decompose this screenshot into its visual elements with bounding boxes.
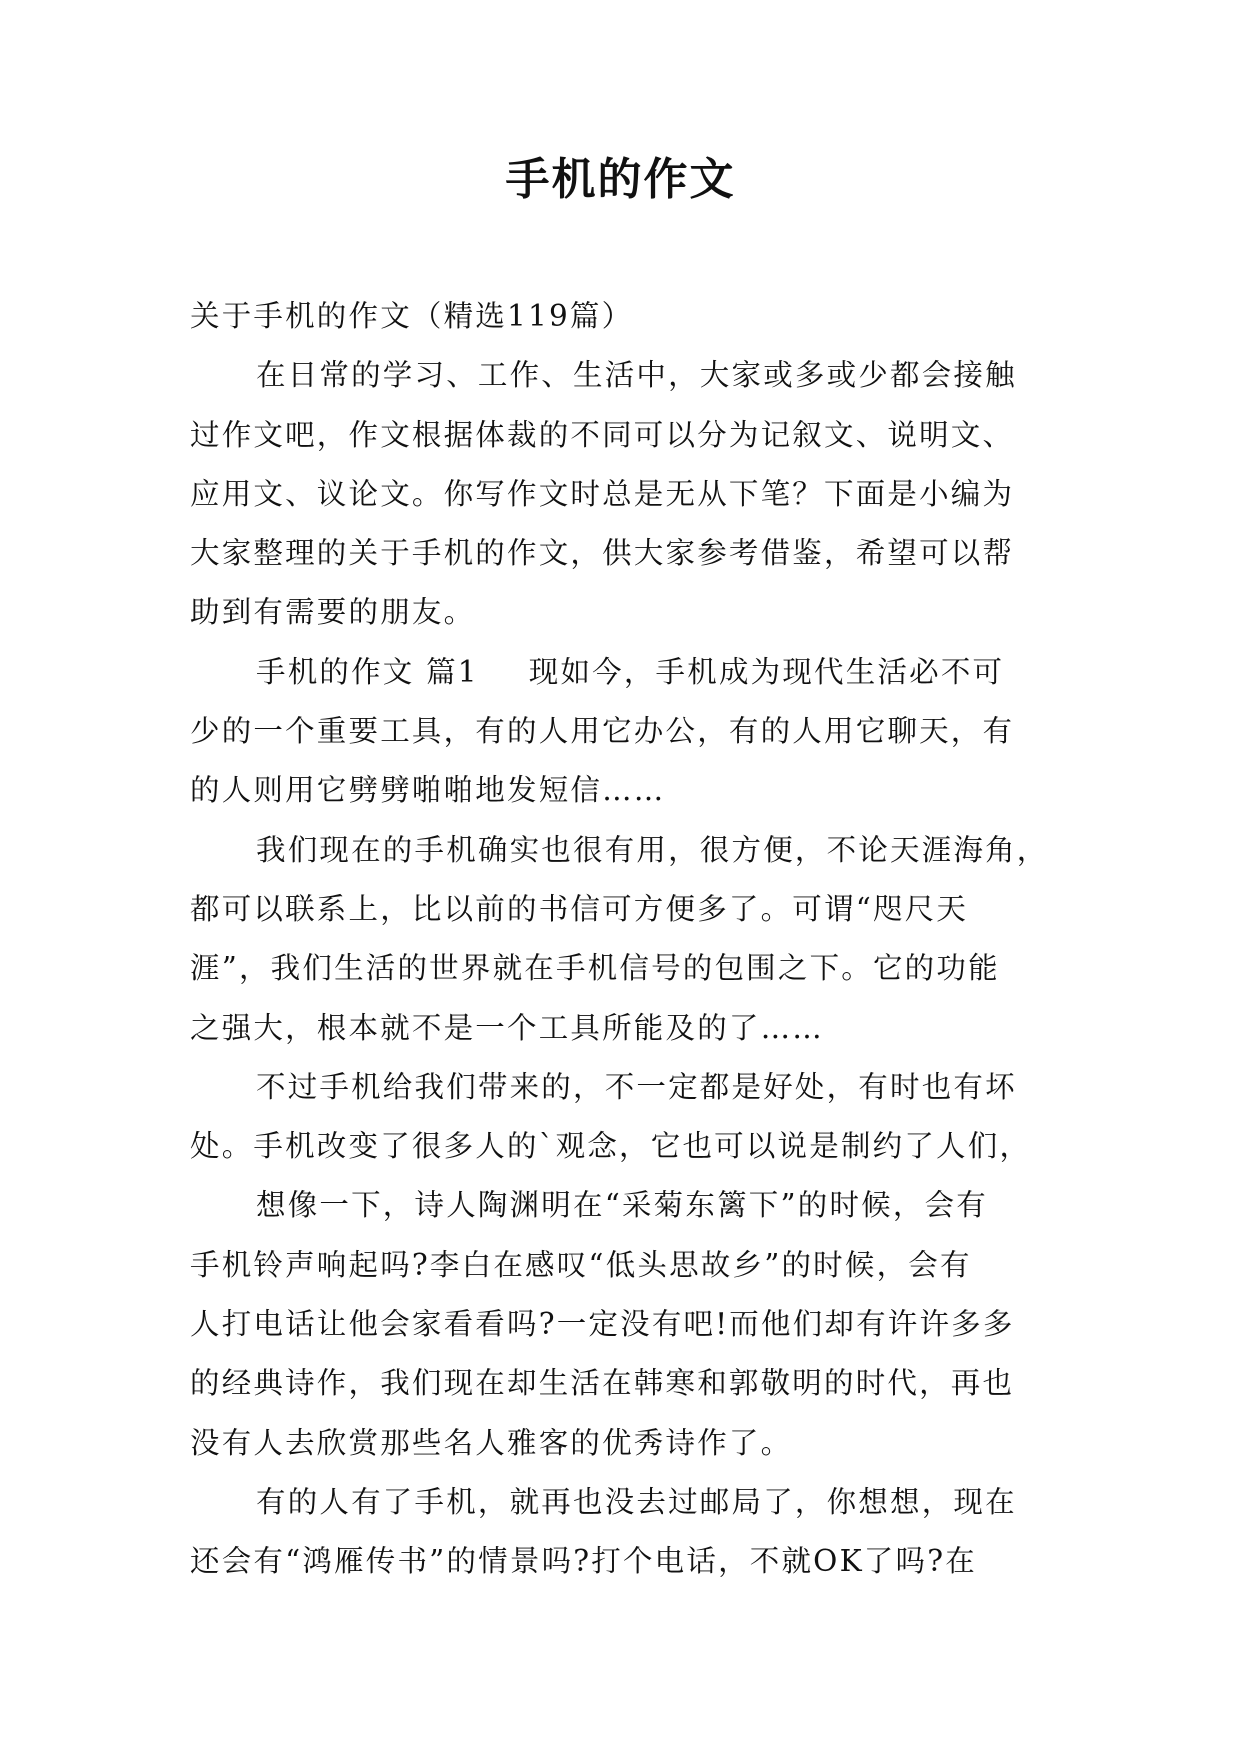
- text-line: [190, 939, 1060, 998]
- text-line: [190, 1532, 1060, 1591]
- document-body: [190, 287, 1060, 1592]
- section-heading: 手机的作文 篇1: [256, 654, 479, 689]
- line-text: 关于手机的作文（精选119篇）: [190, 299, 634, 333]
- text-line: [190, 287, 1060, 346]
- text-line: [190, 702, 1060, 761]
- text-line: [190, 1354, 1060, 1413]
- line-text: 想像一下，诗人陶渊明在“采菊东篱下”的时候，会有: [256, 1188, 988, 1223]
- text-line: [190, 465, 1060, 524]
- text-line: [190, 643, 1060, 702]
- document-title: 手机的作文: [505, 154, 736, 205]
- line-text: 没有人去欣赏那些名人雅客的优秀诗作了。: [190, 1425, 793, 1460]
- text-line: [190, 1236, 1060, 1295]
- line-text: 现如今，手机成为现代生活必不可: [528, 654, 1005, 689]
- text-line: [190, 524, 1060, 583]
- line-text: 在日常的学习、工作、生活中，大家或多或少都会接触: [256, 358, 1017, 393]
- line-text: 有的人有了手机，就再也没去过邮局了，你想想，现在: [256, 1484, 1017, 1519]
- text-line: [190, 1117, 1060, 1176]
- line-text: 应用文、议论文。你写作文时总是无从下笔？下面是小编为: [190, 476, 1015, 511]
- line-text: 过作文吧，作文根据体裁的不同可以分为记叙文、说明文、: [190, 417, 1015, 452]
- line-text: 的经典诗作，我们现在却生活在韩寒和郭敬明的时代，再也: [190, 1366, 1015, 1401]
- text-line: [190, 1473, 1060, 1532]
- line-text: 不过手机给我们带来的，不一定都是好处，有时也有坏: [256, 1069, 1017, 1104]
- text-line: [190, 761, 1060, 820]
- text-line: [190, 880, 1060, 939]
- line-text: 涯”，我们生活的世界就在手机信号的包围之下。它的功能: [190, 951, 1000, 986]
- line-text: 少的一个重要工具，有的人用它办公，有的人用它聊天，有: [190, 714, 1015, 749]
- text-line: [190, 1058, 1060, 1117]
- line-text: 的人则用它劈劈啪啪地发短信……: [190, 773, 666, 808]
- line-text: 还会有“鸿雁传书”的情景吗?打个电话，不就OK了吗?在: [190, 1544, 977, 1579]
- line-text: 助到有需要的朋友。: [190, 595, 476, 630]
- line-text: 处。手机改变了很多人的`观念，它也可以说是制约了人们，: [190, 1129, 1032, 1164]
- line-text: 手机铃声响起吗?李白在感叹“低头思故乡”的时候，会有: [190, 1247, 972, 1282]
- text-line: [190, 346, 1060, 405]
- line-text: 都可以联系上，比以前的书信可方便多了。可谓“咫尺天: [190, 891, 969, 926]
- line-text: 人打电话让他会家看看吗?一定没有吧!而他们却有许许多多: [190, 1307, 1015, 1342]
- text-line: [190, 999, 1060, 1058]
- text-line: [190, 1414, 1060, 1473]
- line-text: 之强大，根本就不是一个工具所能及的了……: [190, 1010, 825, 1045]
- text-line: [190, 583, 1060, 642]
- text-line: [190, 406, 1060, 465]
- text-line: [190, 1176, 1060, 1235]
- line-text: 我们现在的手机确实也很有用，很方便，不论天涯海角，: [256, 832, 1049, 867]
- line-text: 大家整理的关于手机的作文，供大家参考借鉴，希望可以帮: [190, 536, 1015, 571]
- text-line: [190, 1295, 1060, 1354]
- text-line: [190, 821, 1060, 880]
